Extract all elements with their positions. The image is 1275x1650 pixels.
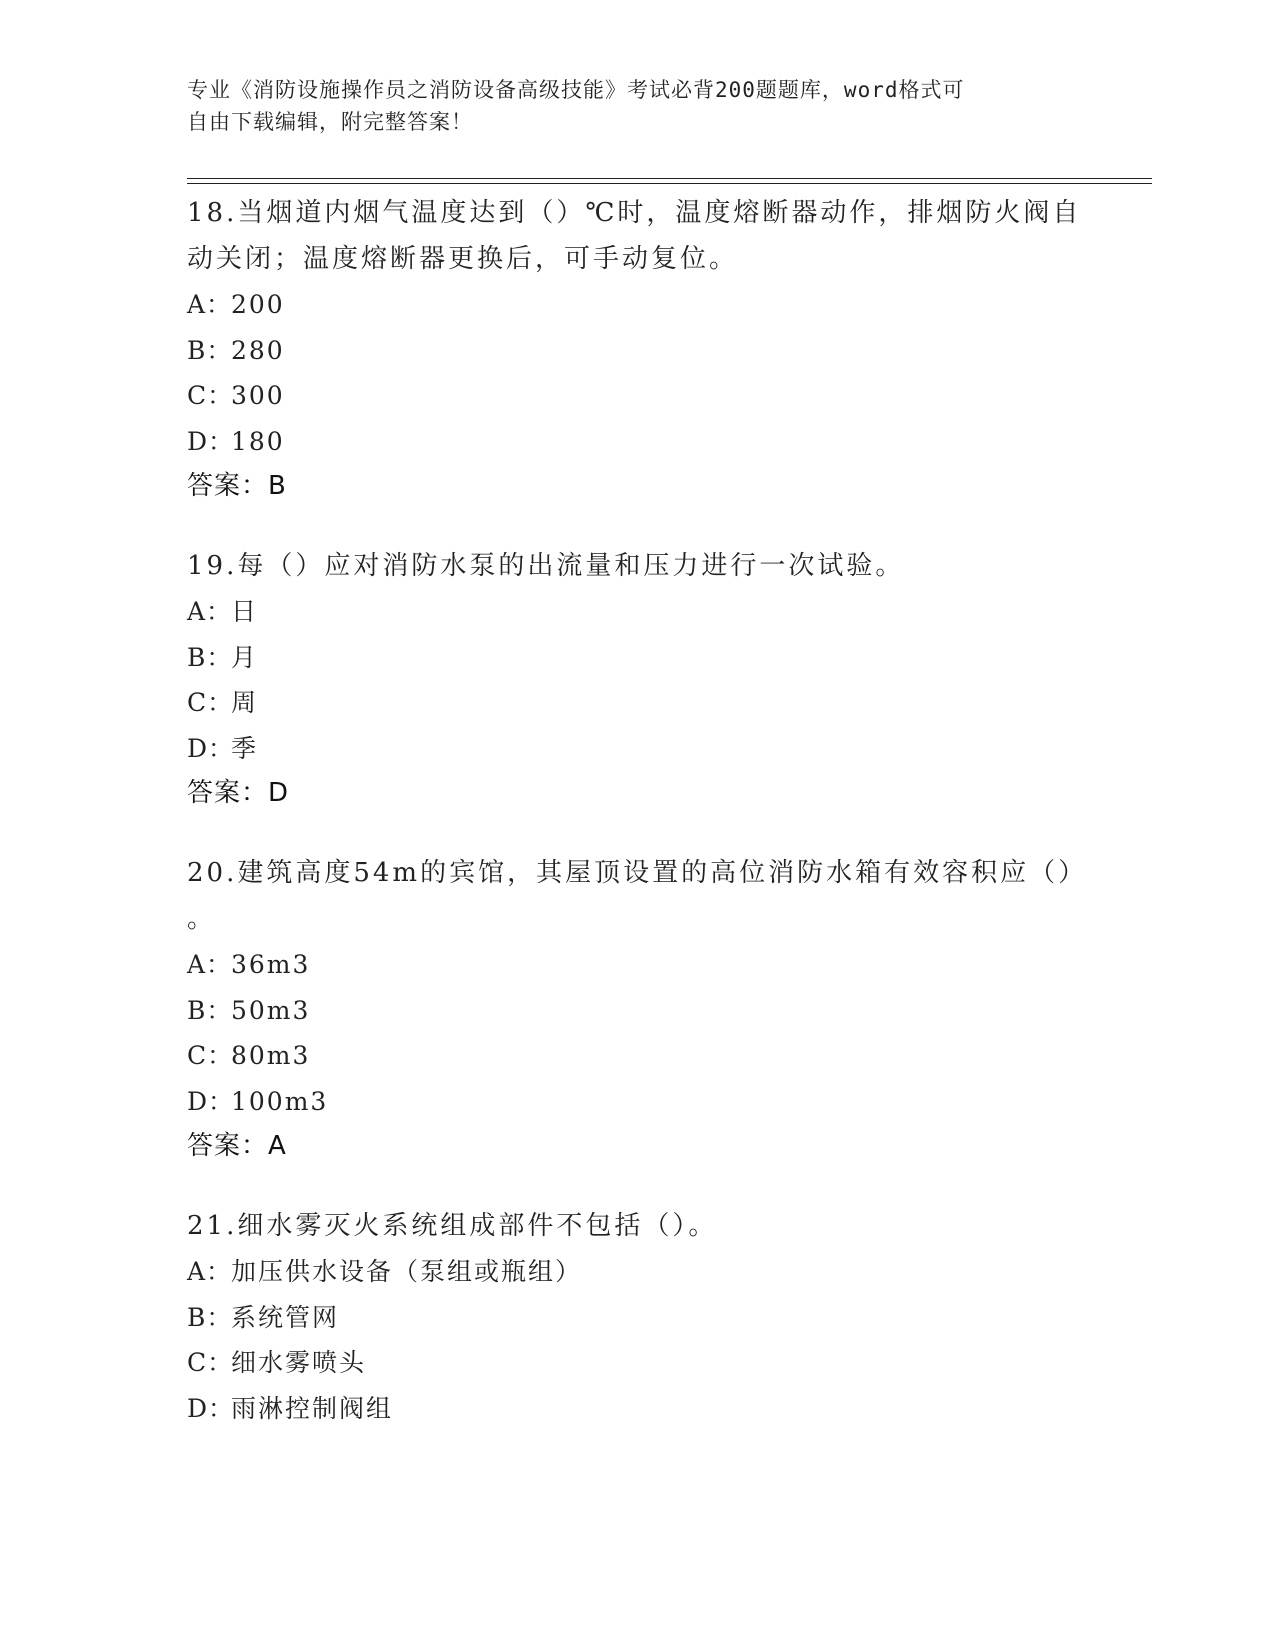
question-19 bbox=[187, 543, 1087, 816]
option-d bbox=[187, 1386, 1087, 1432]
question-list bbox=[187, 190, 1087, 1465]
option-key: C： bbox=[187, 1041, 234, 1070]
question-18 bbox=[187, 190, 1087, 509]
option-a bbox=[187, 282, 1087, 328]
option-key: A： bbox=[187, 290, 233, 319]
option-d bbox=[187, 726, 1087, 772]
header-divider-bottom bbox=[187, 183, 1152, 184]
option-value: 月 bbox=[231, 642, 259, 672]
option-value: 雨淋控制阀组 bbox=[231, 1393, 394, 1423]
option-key: A： bbox=[187, 597, 233, 626]
option-value: 季 bbox=[231, 733, 259, 763]
option-d bbox=[187, 419, 1087, 465]
option-value: 细水雾喷头 bbox=[231, 1348, 367, 1377]
option-value: 280 bbox=[231, 335, 285, 365]
option-key: B： bbox=[187, 335, 233, 365]
option-value: 加压供水设备（泵组或瓶组） bbox=[231, 1257, 583, 1286]
option-value: 系统管网 bbox=[231, 1302, 340, 1332]
option-value: 180 bbox=[231, 426, 285, 456]
option-a bbox=[187, 589, 1087, 635]
option-value: 80m3 bbox=[231, 1041, 311, 1070]
option-key: D： bbox=[187, 1393, 235, 1423]
option-a bbox=[187, 942, 1087, 988]
option-c bbox=[187, 1340, 1087, 1386]
option-a bbox=[187, 1249, 1087, 1295]
answer-line: 答案：B bbox=[187, 471, 287, 501]
question-stem-continued: 动关闭；温度熔断器更换后，可手动复位。 bbox=[187, 244, 739, 274]
answer-line: 答案：D bbox=[187, 778, 290, 808]
option-key: B： bbox=[187, 642, 233, 672]
option-value: 周 bbox=[231, 688, 259, 717]
question-stem: 20.建筑高度54m的宾馆，其屋顶设置的高位消防水箱有效容积应（） bbox=[187, 858, 1088, 888]
option-key: A： bbox=[187, 1257, 233, 1286]
option-key: D： bbox=[187, 1086, 235, 1116]
header-line-2: 自由下载编辑，附完整答案！ bbox=[187, 110, 473, 134]
option-value: 日 bbox=[231, 597, 259, 626]
option-value: 100m3 bbox=[231, 1086, 329, 1116]
option-d bbox=[187, 1079, 1087, 1125]
option-c bbox=[187, 680, 1087, 726]
option-b bbox=[187, 1295, 1087, 1341]
option-c bbox=[187, 1033, 1087, 1079]
option-b bbox=[187, 328, 1087, 374]
option-key: B： bbox=[187, 995, 233, 1025]
option-value: 300 bbox=[231, 381, 285, 410]
question-21 bbox=[187, 1203, 1087, 1431]
option-key: B： bbox=[187, 1302, 233, 1332]
option-key: A： bbox=[187, 950, 233, 979]
option-key: D： bbox=[187, 426, 235, 456]
question-stem: 18.当烟道内烟气温度达到（）℃时，温度熔断器动作，排烟防火阀自 bbox=[187, 198, 1082, 228]
option-key: C： bbox=[187, 1348, 234, 1377]
option-value: 50m3 bbox=[231, 995, 311, 1025]
question-20 bbox=[187, 850, 1087, 1169]
option-key: D： bbox=[187, 733, 235, 763]
question-stem: 21.细水雾灭火系统组成部件不包括（）。 bbox=[187, 1211, 718, 1241]
answer-line: 答案：A bbox=[187, 1131, 287, 1161]
option-value: 36m3 bbox=[231, 950, 311, 979]
question-stem: 19.每（）应对消防水泵的出流量和压力进行一次试验。 bbox=[187, 551, 905, 581]
option-value: 200 bbox=[231, 290, 285, 319]
option-c bbox=[187, 373, 1087, 419]
header-divider-top bbox=[187, 178, 1152, 179]
header-line-1: 专业《消防设施操作员之消防设备高级技能》考试必背200题题库，word格式可 bbox=[187, 78, 965, 102]
option-key: C： bbox=[187, 381, 234, 410]
option-b bbox=[187, 988, 1087, 1034]
question-stem-continued: 。 bbox=[187, 904, 217, 934]
option-key: C： bbox=[187, 688, 234, 717]
option-b bbox=[187, 635, 1087, 681]
document-header bbox=[187, 74, 1087, 138]
